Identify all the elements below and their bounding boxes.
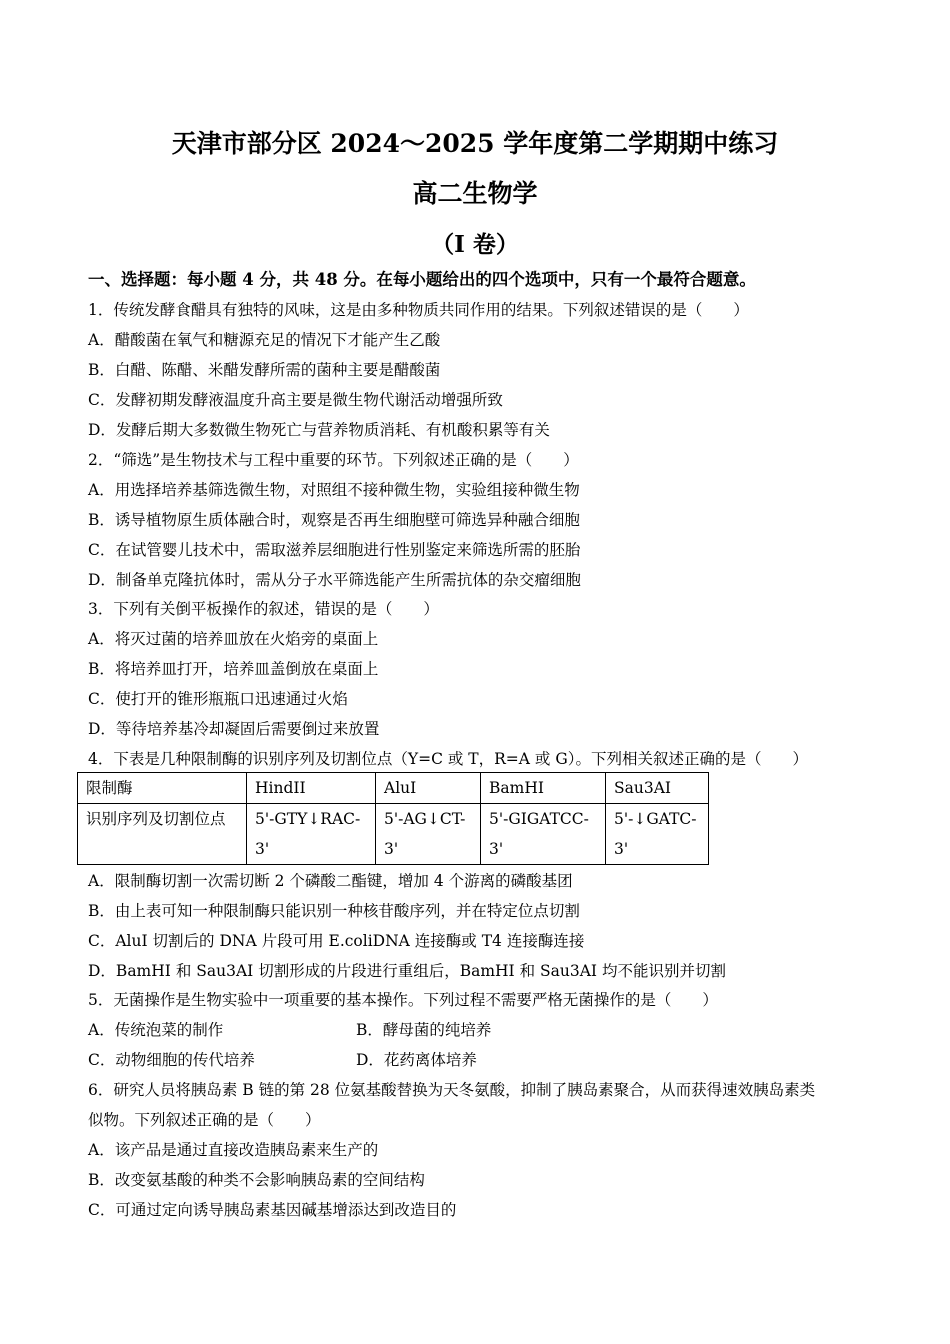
question-6-option-c: C．可通过定向诱导胰岛素基因碱基增添达到改造目的: [88, 1201, 457, 1219]
enzyme-table: [77, 772, 709, 865]
question-5-option-a: A．传统泡菜的制作: [88, 1021, 224, 1039]
question-5-option-d: D．花药离体培养: [356, 1051, 477, 1069]
table-header-cell: Sau3AI: [606, 773, 709, 804]
exam-volume: （I 卷）: [431, 231, 519, 258]
table-header-cell: HindII: [247, 773, 376, 804]
sequence-text: 5'-↓GATC-3': [614, 810, 697, 858]
question-6-option-b: B．改变氨基酸的种类不会影响胰岛素的空间结构: [88, 1171, 425, 1189]
question-1-option-a: A．醋酸菌在氧气和糖源充足的情况下才能产生乙酸: [88, 331, 441, 349]
question-4-stem: 4．下表是几种限制酶的识别序列及切割位点（Y=C 或 T，R=A 或 G）。下列相关叙述正确的是（ ）: [88, 750, 808, 768]
question-2-option-a: A．用选择培养基筛选微生物，对照组不接种微生物，实验组接种微生物: [88, 481, 580, 499]
question-3-option-a: A．将灭过菌的培养皿放在火焰旁的桌面上: [88, 630, 379, 648]
question-3-option-d: D．等待培养基冷却凝固后需要倒过来放置: [88, 720, 380, 738]
question-5-option-c: C．动物细胞的传代培养: [88, 1051, 255, 1069]
question-3-option-c: C．使打开的锥形瓶瓶口迅速通过火焰: [88, 690, 348, 708]
question-5-option-b: B．酵母菌的纯培养: [356, 1021, 492, 1039]
table-cell: [376, 804, 481, 865]
question-1-option-d: D．发酵后期大多数微生物死亡与营养物质消耗、有机酸积累等有关: [88, 421, 550, 439]
sequence-text: 5'-GIGATCC-3': [489, 810, 589, 858]
table-cell: [606, 804, 709, 865]
table-header-row: [78, 773, 709, 804]
question-6-stem: 6．研究人员将胰岛素 B 链的第 28 位氨基酸替换为天冬氨酸，抑制了胰岛素聚合，从而获得速效胰岛素类: [88, 1081, 816, 1099]
question-4-option-d: D．BamHI 和 Sau3AI 切割形成的片段进行重组后，BamHI 和 Sau3AI 均不能识别并切割: [88, 962, 726, 980]
exam-subject: 高二生物学: [412, 179, 538, 208]
question-3-option-b: B．将培养皿打开，培养皿盖倒放在桌面上: [88, 660, 379, 678]
question-3-stem: 3．下列有关倒平板操作的叙述，错误的是（ ）: [88, 600, 439, 618]
table-header-cell: BamHI: [481, 773, 606, 804]
table-header-cell: 限制酶: [78, 773, 247, 804]
table-row: [78, 804, 709, 865]
question-2-option-b: B．诱导植物原生质体融合时，观察是否再生细胞壁可筛选异种融合细胞: [88, 511, 580, 529]
question-2-option-d: D．制备单克隆抗体时，需从分子水平筛选能产生所需抗体的杂交瘤细胞: [88, 571, 581, 589]
question-1-option-c: C．发酵初期发酵液温度升高主要是微生物代谢活动增强所致: [88, 391, 503, 409]
question-1-stem: 1．传统发酵食醋具有独特的风味，这是由多种物质共同作用的结果。下列叙述错误的是（ ）: [88, 301, 749, 319]
question-6-stem-continued: 似物。下列叙述正确的是（ ）: [88, 1111, 321, 1129]
question-6-option-a: A．该产品是通过直接改造胰岛素来生产的: [88, 1141, 379, 1159]
sequence-text: 5'-AG↓CT-3': [384, 810, 466, 858]
table-cell: 5'-GTY↓RAC-3': [247, 804, 376, 865]
table-cell: 识别序列及切割位点: [78, 804, 247, 865]
question-4-option-b: B．由上表可知一种限制酶只能识别一种核苷酸序列，并在特定位点切割: [88, 902, 580, 920]
exam-title: 天津市部分区 2024～2025 学年度第二学期期中练习: [171, 129, 779, 158]
question-5-stem: 5．无菌操作是生物实验中一项重要的基本操作。下列过程不需要严格无菌操作的是（ ）: [88, 991, 718, 1009]
table-cell: [481, 804, 606, 865]
question-2-option-c: C．在试管婴儿技术中，需取滋养层细胞进行性别鉴定来筛选所需的胚胎: [88, 541, 581, 559]
section-heading: 一、选择题：每小题 4 分，共 48 分。在每小题给出的四个选项中，只有一个最符合题意。: [88, 270, 756, 289]
question-4-option-c: C．AluI 切割后的 DNA 片段可用 E.coliDNA 连接酶或 T4 连接酶连接: [88, 932, 585, 950]
question-2-stem: 2．“筛选”是生物技术与工程中重要的环节。下列叙述正确的是（ ）: [88, 451, 579, 469]
question-4-option-a: A．限制酶切割一次需切断 2 个磷酸二酯键，增加 4 个游离的磷酸基团: [88, 872, 573, 890]
question-1-option-b: B．白醋、陈醋、米醋发酵所需的菌种主要是醋酸菌: [88, 361, 441, 379]
table-header-cell: AluI: [376, 773, 481, 804]
